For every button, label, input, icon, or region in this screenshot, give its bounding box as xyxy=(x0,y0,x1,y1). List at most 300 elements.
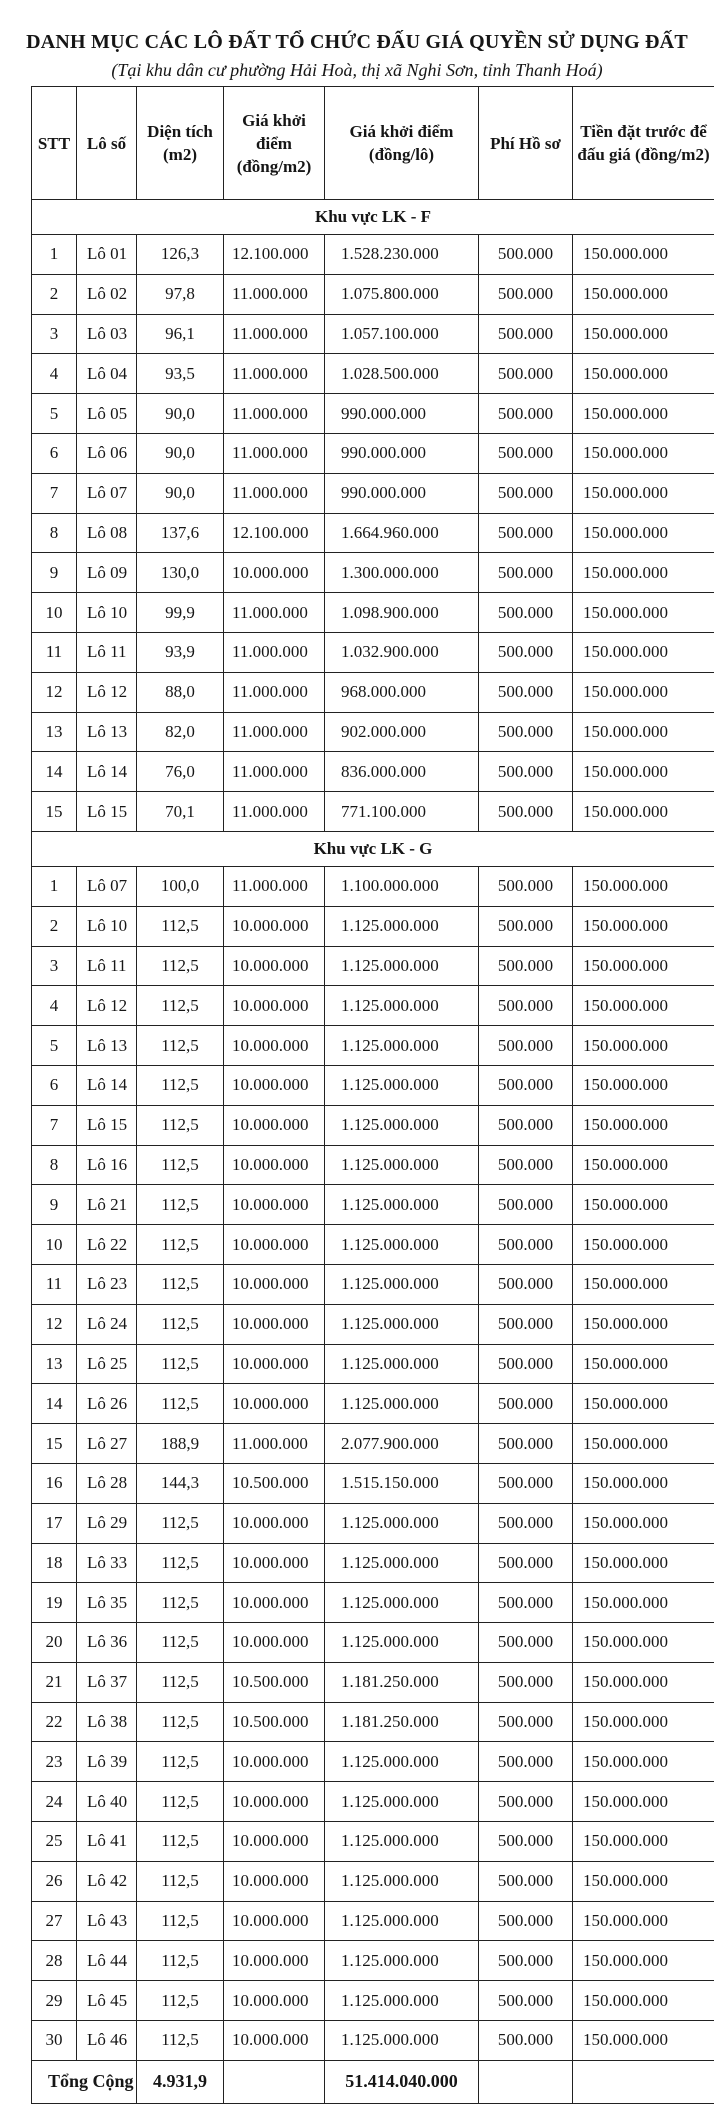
cell-lo-so: Lô 11 xyxy=(77,946,137,986)
cell-dien-tich: 112,5 xyxy=(137,1264,224,1304)
cell-gia-khoi-diem-m2: 10.000.000 xyxy=(224,2021,325,2061)
cell-dien-tich: 112,5 xyxy=(137,1742,224,1782)
cell-stt: 4 xyxy=(32,986,77,1026)
cell-phi-ho-so: 500.000 xyxy=(479,2021,573,2061)
cell-dien-tich: 112,5 xyxy=(137,1185,224,1225)
cell-gia-khoi-diem-lo: 902.000.000 xyxy=(325,712,479,752)
table-row xyxy=(32,1941,714,1981)
cell-lo-so: Lô 24 xyxy=(77,1304,137,1344)
cell-tien-dat-truoc: 150.000.000 xyxy=(573,394,714,434)
header-phi-ho-so: Phí Hồ sơ xyxy=(479,87,573,200)
cell-dien-tich: 112,5 xyxy=(137,906,224,946)
cell-gia-khoi-diem-lo: 1.125.000.000 xyxy=(325,1185,479,1225)
cell-phi-ho-so: 500.000 xyxy=(479,1424,573,1464)
cell-gia-khoi-diem-m2: 10.500.000 xyxy=(224,1662,325,1702)
cell-phi-ho-so: 500.000 xyxy=(479,1463,573,1503)
cell-lo-so: Lô 08 xyxy=(77,513,137,553)
cell-stt: 12 xyxy=(32,1304,77,1344)
cell-tien-dat-truoc: 150.000.000 xyxy=(573,235,714,275)
cell-lo-so: Lô 44 xyxy=(77,1941,137,1981)
cell-tien-dat-truoc: 150.000.000 xyxy=(573,1304,714,1344)
cell-gia-khoi-diem-lo: 1.032.900.000 xyxy=(325,632,479,672)
cell-stt: 11 xyxy=(32,632,77,672)
cell-phi-ho-so: 500.000 xyxy=(479,946,573,986)
cell-phi-ho-so: 500.000 xyxy=(479,1623,573,1663)
header-gia-khoi-diem-lo: Giá khởi điểm (đồng/lô) xyxy=(325,87,479,200)
cell-stt: 28 xyxy=(32,1941,77,1981)
cell-phi-ho-so: 500.000 xyxy=(479,712,573,752)
cell-tien-dat-truoc: 150.000.000 xyxy=(573,1901,714,1941)
table-row xyxy=(32,1981,714,2021)
cell-stt: 14 xyxy=(32,1384,77,1424)
cell-lo-so: Lô 04 xyxy=(77,354,137,394)
cell-tien-dat-truoc: 150.000.000 xyxy=(573,1384,714,1424)
cell-gia-khoi-diem-lo: 1.075.800.000 xyxy=(325,274,479,314)
cell-phi-ho-so: 500.000 xyxy=(479,553,573,593)
cell-lo-so: Lô 13 xyxy=(77,1026,137,1066)
cell-stt: 5 xyxy=(32,1026,77,1066)
cell-dien-tich: 112,5 xyxy=(137,1065,224,1105)
cell-stt: 15 xyxy=(32,1424,77,1464)
cell-dien-tich: 90,0 xyxy=(137,433,224,473)
cell-tien-dat-truoc: 150.000.000 xyxy=(573,792,714,832)
cell-tien-dat-truoc: 150.000.000 xyxy=(573,1463,714,1503)
total-gia-khoi-diem-lo: 51.414.040.000 xyxy=(325,2060,479,2103)
cell-tien-dat-truoc: 150.000.000 xyxy=(573,1981,714,2021)
table-row xyxy=(32,433,714,473)
cell-tien-dat-truoc: 150.000.000 xyxy=(573,1424,714,1464)
cell-tien-dat-truoc: 150.000.000 xyxy=(573,1225,714,1265)
cell-lo-so: Lô 23 xyxy=(77,1264,137,1304)
cell-dien-tich: 96,1 xyxy=(137,314,224,354)
cell-tien-dat-truoc: 150.000.000 xyxy=(573,473,714,513)
cell-lo-so: Lô 39 xyxy=(77,1742,137,1782)
cell-phi-ho-so: 500.000 xyxy=(479,1065,573,1105)
table-row xyxy=(32,1463,714,1503)
cell-dien-tich: 112,5 xyxy=(137,1225,224,1265)
cell-tien-dat-truoc: 150.000.000 xyxy=(573,1264,714,1304)
table-row xyxy=(32,1861,714,1901)
cell-stt: 13 xyxy=(32,1344,77,1384)
cell-dien-tich: 112,5 xyxy=(137,1782,224,1822)
table-row xyxy=(32,1702,714,1742)
cell-stt: 20 xyxy=(32,1623,77,1663)
table-row xyxy=(32,1304,714,1344)
cell-gia-khoi-diem-m2: 10.500.000 xyxy=(224,1463,325,1503)
cell-dien-tich: 112,5 xyxy=(137,1822,224,1862)
header-dien-tich: Diện tích (m2) xyxy=(137,87,224,200)
cell-stt: 7 xyxy=(32,473,77,513)
cell-gia-khoi-diem-lo: 1.125.000.000 xyxy=(325,1742,479,1782)
cell-tien-dat-truoc: 150.000.000 xyxy=(573,593,714,633)
cell-tien-dat-truoc: 150.000.000 xyxy=(573,1503,714,1543)
cell-gia-khoi-diem-lo: 1.100.000.000 xyxy=(325,866,479,906)
total-label: Tổng Cộng xyxy=(32,2060,137,2103)
table-row xyxy=(32,1105,714,1145)
cell-lo-so: Lô 43 xyxy=(77,1901,137,1941)
cell-stt: 3 xyxy=(32,946,77,986)
cell-tien-dat-truoc: 150.000.000 xyxy=(573,1583,714,1623)
cell-tien-dat-truoc: 150.000.000 xyxy=(573,906,714,946)
cell-lo-so: Lô 27 xyxy=(77,1424,137,1464)
cell-gia-khoi-diem-lo: 1.125.000.000 xyxy=(325,1981,479,2021)
table-row xyxy=(32,513,714,553)
cell-dien-tich: 93,9 xyxy=(137,632,224,672)
table-row xyxy=(32,1384,714,1424)
cell-lo-so: Lô 29 xyxy=(77,1503,137,1543)
cell-phi-ho-so: 500.000 xyxy=(479,1941,573,1981)
table-row xyxy=(32,672,714,712)
cell-dien-tich: 100,0 xyxy=(137,866,224,906)
cell-phi-ho-so: 500.000 xyxy=(479,672,573,712)
cell-gia-khoi-diem-lo: 990.000.000 xyxy=(325,394,479,434)
cell-tien-dat-truoc: 150.000.000 xyxy=(573,2021,714,2061)
cell-dien-tich: 88,0 xyxy=(137,672,224,712)
cell-gia-khoi-diem-m2: 12.100.000 xyxy=(224,513,325,553)
cell-dien-tich: 112,5 xyxy=(137,1623,224,1663)
cell-phi-ho-so: 500.000 xyxy=(479,1185,573,1225)
cell-stt: 16 xyxy=(32,1463,77,1503)
cell-lo-so: Lô 14 xyxy=(77,1065,137,1105)
cell-gia-khoi-diem-m2: 10.000.000 xyxy=(224,946,325,986)
cell-gia-khoi-diem-m2: 10.000.000 xyxy=(224,1344,325,1384)
cell-stt: 9 xyxy=(32,1185,77,1225)
cell-lo-so: Lô 09 xyxy=(77,553,137,593)
cell-stt: 27 xyxy=(32,1901,77,1941)
cell-phi-ho-so: 500.000 xyxy=(479,1742,573,1782)
cell-phi-ho-so: 500.000 xyxy=(479,632,573,672)
cell-phi-ho-so: 500.000 xyxy=(479,986,573,1026)
cell-lo-so: Lô 15 xyxy=(77,1105,137,1145)
cell-gia-khoi-diem-m2: 10.000.000 xyxy=(224,1941,325,1981)
cell-stt: 26 xyxy=(32,1861,77,1901)
cell-gia-khoi-diem-lo: 771.100.000 xyxy=(325,792,479,832)
cell-stt: 13 xyxy=(32,712,77,752)
cell-gia-khoi-diem-lo: 1.125.000.000 xyxy=(325,1503,479,1543)
table-row xyxy=(32,1145,714,1185)
cell-dien-tich: 137,6 xyxy=(137,513,224,553)
cell-tien-dat-truoc: 150.000.000 xyxy=(573,1662,714,1702)
cell-dien-tich: 112,5 xyxy=(137,2021,224,2061)
section-label: Khu vực LK - F xyxy=(32,200,714,235)
cell-gia-khoi-diem-m2: 10.000.000 xyxy=(224,1861,325,1901)
cell-phi-ho-so: 500.000 xyxy=(479,1583,573,1623)
cell-tien-dat-truoc: 150.000.000 xyxy=(573,1065,714,1105)
table-row xyxy=(32,394,714,434)
cell-tien-dat-truoc: 150.000.000 xyxy=(573,1026,714,1066)
table-row xyxy=(32,1742,714,1782)
cell-tien-dat-truoc: 150.000.000 xyxy=(573,1145,714,1185)
cell-stt: 29 xyxy=(32,1981,77,2021)
table-row xyxy=(32,1822,714,1862)
cell-dien-tich: 130,0 xyxy=(137,553,224,593)
cell-gia-khoi-diem-m2: 10.000.000 xyxy=(224,986,325,1026)
total-empty-cell xyxy=(479,2060,573,2103)
cell-gia-khoi-diem-m2: 11.000.000 xyxy=(224,354,325,394)
cell-phi-ho-so: 500.000 xyxy=(479,274,573,314)
cell-lo-so: Lô 11 xyxy=(77,632,137,672)
header-lo-so: Lô số xyxy=(77,87,137,200)
cell-tien-dat-truoc: 150.000.000 xyxy=(573,513,714,553)
cell-gia-khoi-diem-m2: 10.000.000 xyxy=(224,1185,325,1225)
table-row xyxy=(32,1901,714,1941)
cell-dien-tich: 93,5 xyxy=(137,354,224,394)
cell-phi-ho-so: 500.000 xyxy=(479,1981,573,2021)
cell-gia-khoi-diem-m2: 10.000.000 xyxy=(224,1981,325,2021)
cell-gia-khoi-diem-m2: 11.000.000 xyxy=(224,792,325,832)
cell-tien-dat-truoc: 150.000.000 xyxy=(573,1782,714,1822)
cell-dien-tich: 112,5 xyxy=(137,1901,224,1941)
cell-stt: 9 xyxy=(32,553,77,593)
cell-stt: 8 xyxy=(32,513,77,553)
document-title: DANH MỤC CÁC LÔ ĐẤT TỔ CHỨC ĐẤU GIÁ QUYỀN SỬ DỤNG ĐẤT xyxy=(0,31,714,54)
cell-tien-dat-truoc: 150.000.000 xyxy=(573,1543,714,1583)
cell-gia-khoi-diem-lo: 1.125.000.000 xyxy=(325,1065,479,1105)
table-row xyxy=(32,1543,714,1583)
cell-gia-khoi-diem-lo: 1.125.000.000 xyxy=(325,1583,479,1623)
table-row xyxy=(32,712,714,752)
cell-tien-dat-truoc: 150.000.000 xyxy=(573,1185,714,1225)
cell-tien-dat-truoc: 150.000.000 xyxy=(573,712,714,752)
cell-phi-ho-so: 500.000 xyxy=(479,1702,573,1742)
cell-gia-khoi-diem-lo: 1.125.000.000 xyxy=(325,1782,479,1822)
cell-phi-ho-so: 500.000 xyxy=(479,1384,573,1424)
cell-gia-khoi-diem-lo: 1.181.250.000 xyxy=(325,1662,479,1702)
cell-dien-tich: 112,5 xyxy=(137,1543,224,1583)
cell-gia-khoi-diem-m2: 10.000.000 xyxy=(224,1264,325,1304)
cell-phi-ho-so: 500.000 xyxy=(479,1304,573,1344)
cell-dien-tich: 112,5 xyxy=(137,1981,224,2021)
cell-phi-ho-so: 500.000 xyxy=(479,866,573,906)
cell-gia-khoi-diem-m2: 11.000.000 xyxy=(224,1424,325,1464)
cell-gia-khoi-diem-lo: 1.125.000.000 xyxy=(325,1384,479,1424)
cell-tien-dat-truoc: 150.000.000 xyxy=(573,1344,714,1384)
cell-tien-dat-truoc: 150.000.000 xyxy=(573,553,714,593)
section-row xyxy=(32,831,714,866)
cell-gia-khoi-diem-m2: 11.000.000 xyxy=(224,274,325,314)
cell-phi-ho-so: 500.000 xyxy=(479,314,573,354)
cell-phi-ho-so: 500.000 xyxy=(479,394,573,434)
cell-gia-khoi-diem-lo: 1.125.000.000 xyxy=(325,986,479,1026)
cell-dien-tich: 70,1 xyxy=(137,792,224,832)
cell-phi-ho-so: 500.000 xyxy=(479,473,573,513)
cell-gia-khoi-diem-lo: 1.125.000.000 xyxy=(325,906,479,946)
cell-lo-so: Lô 10 xyxy=(77,906,137,946)
cell-stt: 10 xyxy=(32,593,77,633)
cell-dien-tich: 99,9 xyxy=(137,593,224,633)
cell-dien-tich: 90,0 xyxy=(137,473,224,513)
cell-stt: 22 xyxy=(32,1702,77,1742)
cell-lo-so: Lô 45 xyxy=(77,1981,137,2021)
cell-gia-khoi-diem-m2: 11.000.000 xyxy=(224,866,325,906)
cell-dien-tich: 112,5 xyxy=(137,1304,224,1344)
cell-stt: 25 xyxy=(32,1822,77,1862)
cell-stt: 12 xyxy=(32,672,77,712)
cell-dien-tich: 112,5 xyxy=(137,1861,224,1901)
cell-tien-dat-truoc: 150.000.000 xyxy=(573,986,714,1026)
cell-gia-khoi-diem-lo: 1.125.000.000 xyxy=(325,1901,479,1941)
table-row xyxy=(32,1344,714,1384)
cell-phi-ho-so: 500.000 xyxy=(479,1264,573,1304)
cell-stt: 2 xyxy=(32,906,77,946)
cell-gia-khoi-diem-m2: 12.100.000 xyxy=(224,235,325,275)
table-row xyxy=(32,314,714,354)
cell-gia-khoi-diem-m2: 10.000.000 xyxy=(224,1065,325,1105)
cell-gia-khoi-diem-lo: 1.528.230.000 xyxy=(325,235,479,275)
cell-stt: 10 xyxy=(32,1225,77,1265)
cell-gia-khoi-diem-m2: 11.000.000 xyxy=(224,752,325,792)
cell-lo-so: Lô 12 xyxy=(77,986,137,1026)
cell-lo-so: Lô 02 xyxy=(77,274,137,314)
cell-tien-dat-truoc: 150.000.000 xyxy=(573,672,714,712)
cell-tien-dat-truoc: 150.000.000 xyxy=(573,866,714,906)
cell-stt: 1 xyxy=(32,235,77,275)
cell-gia-khoi-diem-m2: 11.000.000 xyxy=(224,672,325,712)
cell-phi-ho-so: 500.000 xyxy=(479,1662,573,1702)
cell-gia-khoi-diem-lo: 1.125.000.000 xyxy=(325,1861,479,1901)
cell-lo-so: Lô 38 xyxy=(77,1702,137,1742)
header-stt: STT xyxy=(32,87,77,200)
cell-lo-so: Lô 03 xyxy=(77,314,137,354)
cell-tien-dat-truoc: 150.000.000 xyxy=(573,1822,714,1862)
cell-lo-so: Lô 35 xyxy=(77,1583,137,1623)
cell-gia-khoi-diem-m2: 10.000.000 xyxy=(224,1105,325,1145)
cell-dien-tich: 112,5 xyxy=(137,1105,224,1145)
cell-phi-ho-so: 500.000 xyxy=(479,1901,573,1941)
table-row xyxy=(32,752,714,792)
cell-gia-khoi-diem-lo: 990.000.000 xyxy=(325,473,479,513)
cell-lo-so: Lô 07 xyxy=(77,473,137,513)
table-row xyxy=(32,354,714,394)
cell-phi-ho-so: 500.000 xyxy=(479,1782,573,1822)
cell-dien-tich: 112,5 xyxy=(137,1344,224,1384)
table-row xyxy=(32,473,714,513)
cell-stt: 8 xyxy=(32,1145,77,1185)
cell-stt: 23 xyxy=(32,1742,77,1782)
cell-stt: 14 xyxy=(32,752,77,792)
cell-dien-tich: 112,5 xyxy=(137,1662,224,1702)
cell-gia-khoi-diem-m2: 10.000.000 xyxy=(224,1822,325,1862)
cell-phi-ho-so: 500.000 xyxy=(479,1543,573,1583)
section-row xyxy=(32,200,714,235)
header-tien-dat-truoc: Tiền đặt trước để đấu giá (đồng/m2) xyxy=(573,87,714,200)
cell-gia-khoi-diem-lo: 1.181.250.000 xyxy=(325,1702,479,1742)
table-row xyxy=(32,1026,714,1066)
cell-phi-ho-so: 500.000 xyxy=(479,354,573,394)
cell-gia-khoi-diem-lo: 1.125.000.000 xyxy=(325,1623,479,1663)
table-row xyxy=(32,1503,714,1543)
cell-dien-tich: 112,5 xyxy=(137,986,224,1026)
cell-stt: 19 xyxy=(32,1583,77,1623)
cell-stt: 3 xyxy=(32,314,77,354)
section-label: Khu vực LK - G xyxy=(32,831,714,866)
table-row xyxy=(32,866,714,906)
cell-gia-khoi-diem-lo: 1.300.000.000 xyxy=(325,553,479,593)
table-header-row xyxy=(32,87,714,200)
cell-phi-ho-so: 500.000 xyxy=(479,792,573,832)
cell-gia-khoi-diem-m2: 10.000.000 xyxy=(224,1225,325,1265)
cell-gia-khoi-diem-lo: 1.125.000.000 xyxy=(325,1225,479,1265)
cell-dien-tich: 112,5 xyxy=(137,1702,224,1742)
table-row xyxy=(32,1065,714,1105)
cell-stt: 6 xyxy=(32,1065,77,1105)
cell-gia-khoi-diem-m2: 10.000.000 xyxy=(224,1583,325,1623)
cell-lo-so: Lô 36 xyxy=(77,1623,137,1663)
cell-gia-khoi-diem-lo: 1.125.000.000 xyxy=(325,946,479,986)
cell-tien-dat-truoc: 150.000.000 xyxy=(573,946,714,986)
cell-tien-dat-truoc: 150.000.000 xyxy=(573,1941,714,1981)
cell-phi-ho-so: 500.000 xyxy=(479,593,573,633)
cell-gia-khoi-diem-lo: 1.515.150.000 xyxy=(325,1463,479,1503)
cell-gia-khoi-diem-lo: 1.125.000.000 xyxy=(325,1105,479,1145)
cell-gia-khoi-diem-lo: 1.125.000.000 xyxy=(325,1264,479,1304)
table-row xyxy=(32,1264,714,1304)
cell-tien-dat-truoc: 150.000.000 xyxy=(573,274,714,314)
cell-dien-tich: 188,9 xyxy=(137,1424,224,1464)
cell-gia-khoi-diem-m2: 10.000.000 xyxy=(224,1623,325,1663)
table-row xyxy=(32,274,714,314)
cell-gia-khoi-diem-m2: 11.000.000 xyxy=(224,632,325,672)
cell-tien-dat-truoc: 150.000.000 xyxy=(573,354,714,394)
cell-gia-khoi-diem-m2: 10.000.000 xyxy=(224,906,325,946)
cell-dien-tich: 144,3 xyxy=(137,1463,224,1503)
cell-gia-khoi-diem-lo: 1.125.000.000 xyxy=(325,1822,479,1862)
total-empty-cell xyxy=(573,2060,714,2103)
cell-gia-khoi-diem-m2: 10.000.000 xyxy=(224,1304,325,1344)
table-row xyxy=(32,632,714,672)
cell-dien-tich: 112,5 xyxy=(137,1941,224,1981)
cell-stt: 11 xyxy=(32,1264,77,1304)
cell-stt: 4 xyxy=(32,354,77,394)
cell-dien-tich: 112,5 xyxy=(137,946,224,986)
cell-dien-tich: 112,5 xyxy=(137,1026,224,1066)
cell-phi-ho-so: 500.000 xyxy=(479,752,573,792)
cell-gia-khoi-diem-m2: 10.000.000 xyxy=(224,1384,325,1424)
cell-phi-ho-so: 500.000 xyxy=(479,1105,573,1145)
cell-stt: 30 xyxy=(32,2021,77,2061)
cell-phi-ho-so: 500.000 xyxy=(479,433,573,473)
cell-phi-ho-so: 500.000 xyxy=(479,513,573,553)
cell-lo-so: Lô 33 xyxy=(77,1543,137,1583)
cell-lo-so: Lô 07 xyxy=(77,866,137,906)
table-row xyxy=(32,1225,714,1265)
table-row xyxy=(32,553,714,593)
cell-gia-khoi-diem-m2: 10.000.000 xyxy=(224,1782,325,1822)
cell-stt: 21 xyxy=(32,1662,77,1702)
cell-dien-tich: 112,5 xyxy=(137,1384,224,1424)
cell-stt: 5 xyxy=(32,394,77,434)
cell-lo-so: Lô 46 xyxy=(77,2021,137,2061)
cell-tien-dat-truoc: 150.000.000 xyxy=(573,1861,714,1901)
cell-tien-dat-truoc: 150.000.000 xyxy=(573,1105,714,1145)
cell-gia-khoi-diem-lo: 1.125.000.000 xyxy=(325,1543,479,1583)
cell-gia-khoi-diem-lo: 2.077.900.000 xyxy=(325,1424,479,1464)
cell-gia-khoi-diem-m2: 10.000.000 xyxy=(224,1901,325,1941)
cell-phi-ho-so: 500.000 xyxy=(479,235,573,275)
cell-lo-so: Lô 10 xyxy=(77,593,137,633)
table-row xyxy=(32,593,714,633)
cell-stt: 17 xyxy=(32,1503,77,1543)
cell-stt: 7 xyxy=(32,1105,77,1145)
cell-gia-khoi-diem-lo: 1.125.000.000 xyxy=(325,2021,479,2061)
total-dien-tich: 4.931,9 xyxy=(137,2060,224,2103)
cell-phi-ho-so: 500.000 xyxy=(479,1344,573,1384)
cell-tien-dat-truoc: 150.000.000 xyxy=(573,632,714,672)
cell-dien-tich: 97,8 xyxy=(137,274,224,314)
cell-tien-dat-truoc: 150.000.000 xyxy=(573,433,714,473)
table-body xyxy=(32,200,714,2061)
cell-phi-ho-so: 500.000 xyxy=(479,906,573,946)
